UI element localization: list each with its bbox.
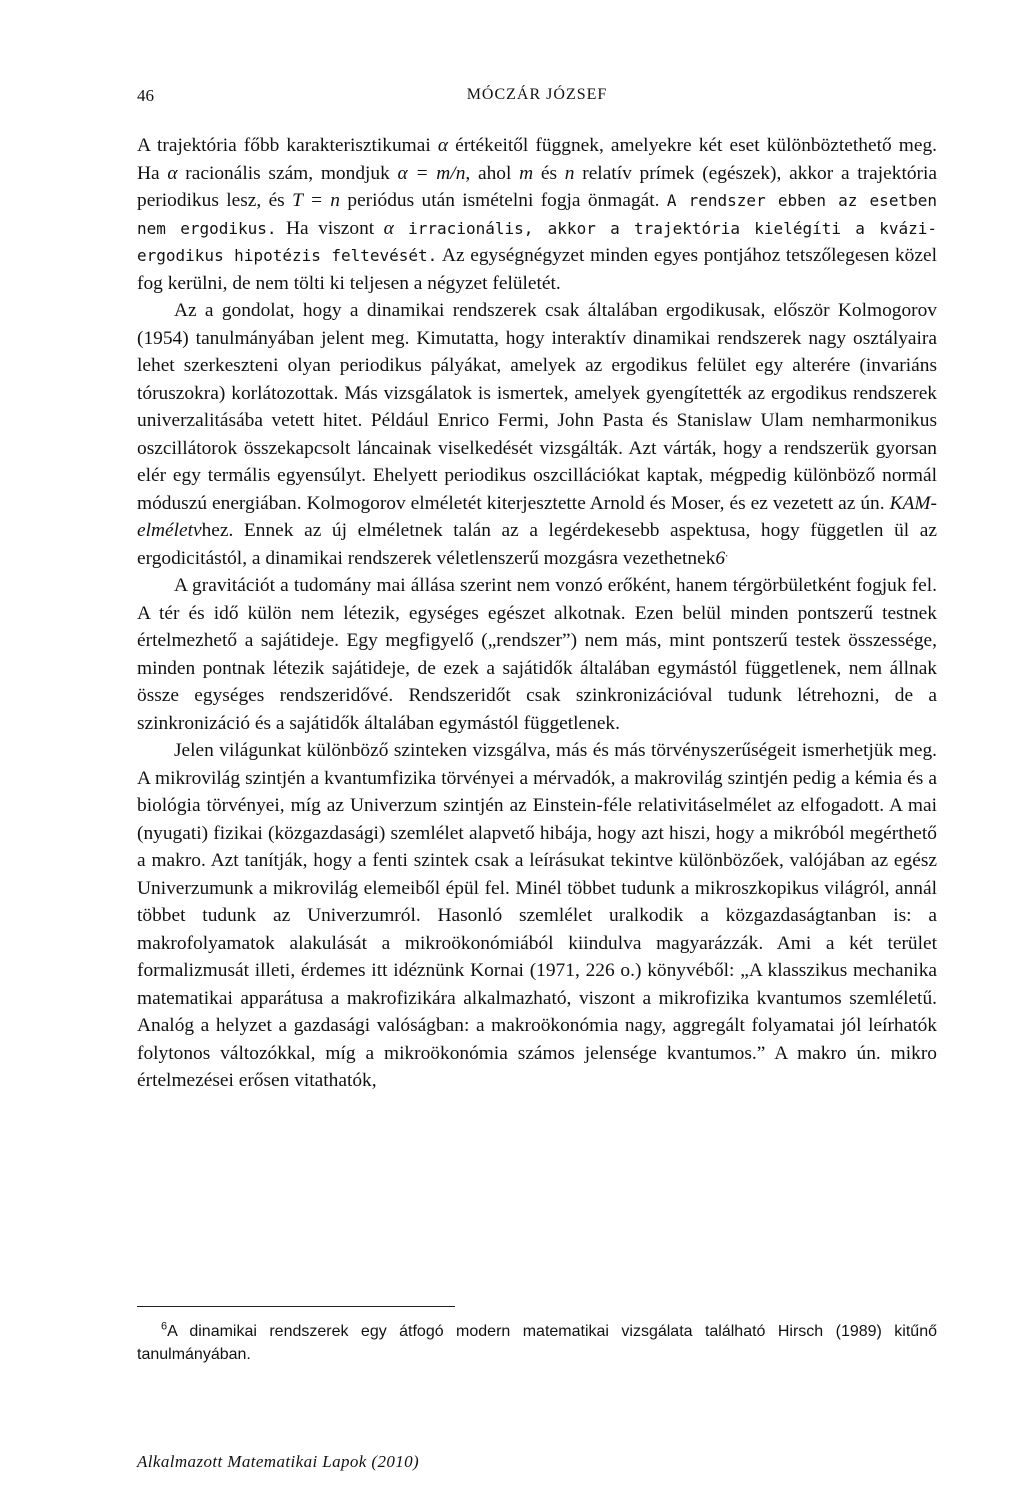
page-number: 46 bbox=[137, 86, 154, 105]
paragraph-1: A trajektória főbb karakterisztikumai α értékeitől függnek, amelyekre két eset különböztethető meg. Ha α racionális szám, mondjuk α = m/n, ahol m és n relatív prímek (egészek), akkor a trajektória periodikus lesz, és T = n periódus után ismételni fogja önmagát. A rendszer ebben az esetben nem ergodikus. Ha viszont α irracionális, akkor a trajektória kielégíti a kvázi-ergodikus hipotézis feltevését. Az egységnégyzet minden egyes pontjához tetszőlegesen közel fog kerülni, de nem tölti ki teljesen a négyzet felületét. bbox=[137, 135, 938, 294]
paragraph-4: Jelen világunkat különböző szinteken vizsgálva, más és más törvényszerűségeit ismerhetjük meg. A mikrovilág szintjén a kvantumfizika törvényei a mérvadók, a makrovilág szintjén pedig a kémia és a biológia törvényei, míg az Univerzum szintjén az Einstein-féle relativitáselmélet az elfogadott. A mai (nyugati) fizikai (közgazdasági) szemlélet alapvető hibája, hogy azt hiszi, hogy a mikróból megérthető a makro. Azt tanítják, hogy a fenti szintek csak a leírásukat tekintve különbözőek, valójában az egész Univerzumunk a mikrovilág elemeiből épül fel. Minél többet tudunk a mikroszkopikus világról, annál többet tudunk az Univerzumról. Hasonló szemlélet uralkodik a közgazdaságtanban is: a makrofolyamatok alakulását a mikroökonómiából kiindulva magyarázzák. Ami a két terület formalizmusát illeti, érdemes itt idéznünk Kornai (1971, 226 o.) könyvéből: „A klasszikus mechanika matematikai apparátusa a makrofizikára alkalmazható, viszont a mikrofizika kvantumos szemléletű. Analóg a helyzet a gazdasági valóságban: a makroökonómia nagy, aggregált folyamatai jól leírhatók folytonos változókkal, míg a mikroökonómia számos jelensége kvantumos.” A makro ún. mikro értelmezései erősen vitathatók, bbox=[137, 740, 937, 1091]
footnote bbox=[137, 1320, 937, 1366]
math-alpha: α bbox=[167, 162, 178, 184]
paragraph-3: A gravitációt a tudomány mai állása szerint nem vonzó erőként, hanem térgörbületként fogjuk fel. A tér és idő külön nem létezik, egységes egészet alkotnak. Ezen belül minden pontszerű testnek értelmezhető a sajátideje. Egy megfigyelő („rendszer”) nem más, mint pontszerű testek összessége, minden pontnak létezik sajátideje, de ezek a sajátidők általában egymástól függetlenek, nem állnak össze egységes rendszeridővé. Rendszeridőt csak szinkronizációval tudunk létrehozni, de a szinkronizáció és a sajátidők általában egymástól függetlenek. bbox=[137, 575, 937, 734]
footnote-divider bbox=[137, 1306, 455, 1307]
math-alpha: α bbox=[437, 135, 448, 156]
math-m: m bbox=[519, 162, 534, 184]
footnote-mark: 6 bbox=[161, 1320, 168, 1333]
math-n: n bbox=[564, 162, 575, 184]
page-header bbox=[137, 86, 937, 116]
footnote-reference: . bbox=[725, 545, 729, 560]
emphasis-phrase: 6 bbox=[715, 547, 726, 569]
body-text bbox=[137, 132, 937, 1095]
mono-sentence: A rendszer ebben az esetben nem ergodikus. bbox=[137, 191, 937, 238]
running-head: MÓCZÁR JÓZSEF bbox=[466, 86, 608, 103]
journal-footer: Alkalmazott Matematikai Lapok (2010) bbox=[137, 1452, 420, 1471]
kam-term: KAM-elméletv bbox=[137, 492, 937, 541]
math-t-eq: T = n bbox=[292, 190, 341, 211]
mono-sentence: irracionális, akkor a trajektória kielégíti a kvázi-ergodikus hipotézis feltevését. bbox=[137, 218, 938, 265]
footnote-text: A dinamikai rendszerek egy átfogó modern matematikai vizsgálata található Hirsch (1989) kitűnő tanulmányában. bbox=[137, 1323, 937, 1363]
math-alpha-eq: α = m/n bbox=[397, 162, 466, 184]
math-alpha: α bbox=[383, 217, 394, 239]
paragraph-2: Az a gondolat, hogy a dinamikai rendszerek csak általában ergodikusak, először Kolmogorov (1954) tanulmányában jelent meg. Kimutatta, hogy interaktív dinamikai rendszerek nagy osztályaira lehet szerkeszteni olyan periodikus pályákat, amelyek az ergodikus felület egy alterére (invariáns tóruszokra) korlátozottak. Más vizsgálatok is ismertek, amelyek gyengítették az ergodikus rendszerek univerzalitásába vetett hitet. Például Enrico Fermi, John Pasta és Stanislaw Ulam nemharmonikus oszcillátorok összekapcsolt láncainak viselkedését vizsgálták. Azt várták, hogy a rendszerük gyorsan elér egy termális egyensúlyt. Ehelyett periodikus oszcillációkat kaptak, mégpedig különböző normál móduszú energiában. Kolmogorov elméletét kiterjesztette Arnold és Moser, és ez vezetett az ún. KAM-elméletvhez. Ennek az új elméletnek talán az a legérdekesebb aspektusa, hogy független ül az ergodicitástól, a dinamikai rendszerek véletlenszerű mozgásra vezethetnek6. bbox=[137, 300, 938, 569]
